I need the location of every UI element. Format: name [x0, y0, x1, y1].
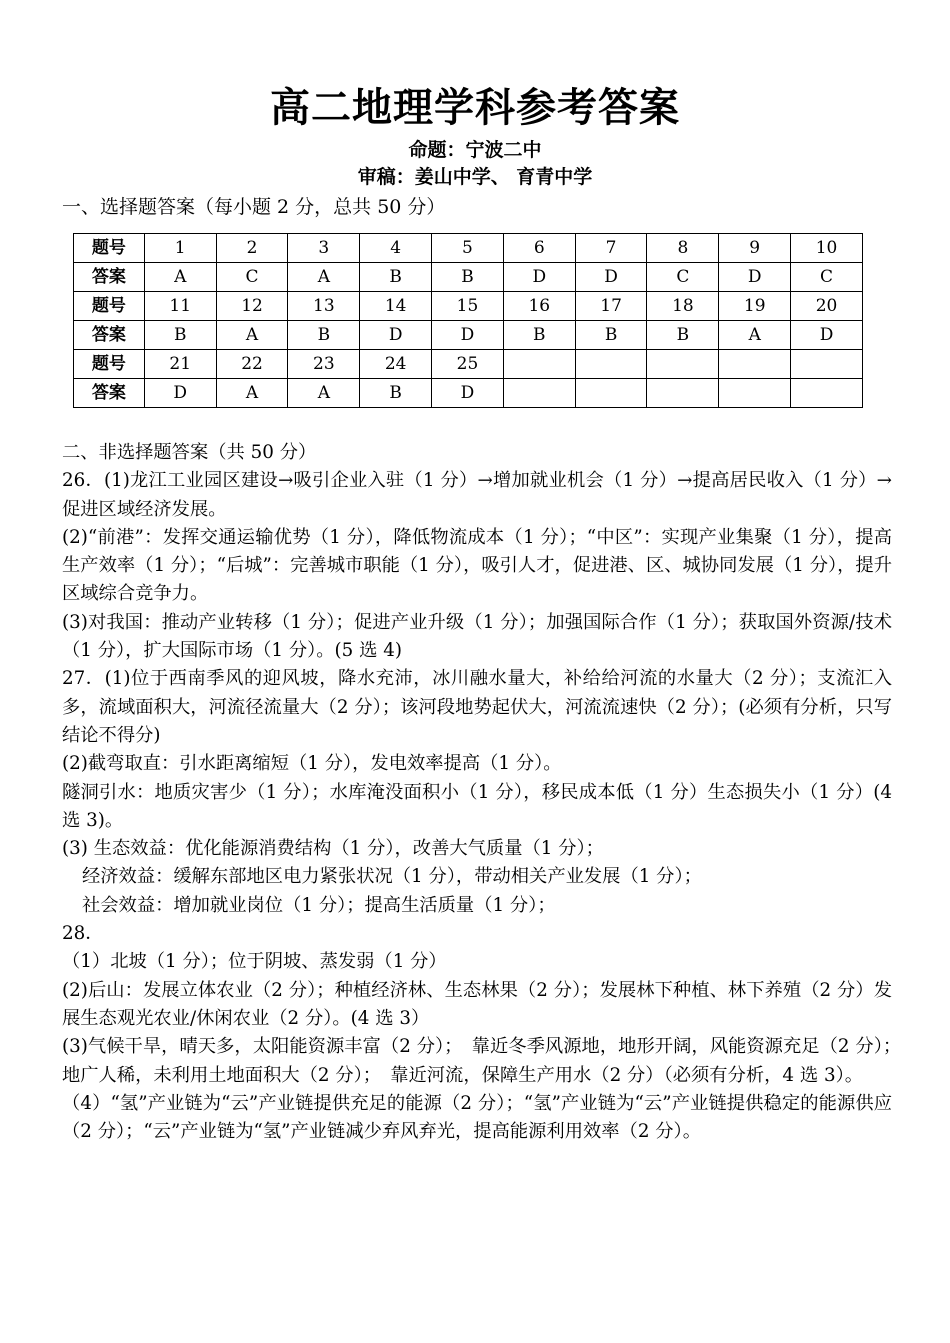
question-number-cell: 24 — [360, 350, 432, 379]
question-number-cell: 21 — [144, 350, 216, 379]
answer-cell: D — [144, 379, 216, 408]
answer-table — [73, 233, 863, 408]
answer-paragraph: 隧洞引水：地质灾害少（1 分）；水库淹没面积小（1 分），移民成本低（1 分）生态损失小（1 分）(4 选 3)。 — [62, 781, 892, 831]
answer-cell: C — [791, 263, 863, 292]
answer-cell: A — [719, 321, 791, 350]
empty-cell — [575, 379, 647, 408]
row-header: 答案 — [74, 379, 145, 408]
answer-paragraph: （1）北坡（1 分）；位于阴坡、蒸发弱（1 分） — [62, 951, 447, 973]
table-row-answer — [74, 321, 863, 350]
review-line: 审稿：姜山中学、 育青中学 — [357, 166, 593, 188]
answer-cell: A — [144, 263, 216, 292]
empty-cell — [503, 379, 575, 408]
empty-cell — [575, 350, 647, 379]
question-number-cell: 3 — [288, 234, 360, 263]
question-number-cell: 14 — [360, 292, 432, 321]
question-number-cell: 17 — [575, 292, 647, 321]
empty-cell — [647, 350, 719, 379]
empty-cell — [719, 350, 791, 379]
answer-paragraph: (2)截弯取直：引水距离缩短（1 分），发电效率提高（1 分）。 — [62, 753, 562, 775]
answer-cell: D — [791, 321, 863, 350]
question-number-cell: 20 — [791, 292, 863, 321]
answer-paragraph: （4）“氢”产业链为“云”产业链提供充足的能源（2 分）；“氢”产业链为“云”产业链提供稳定的能源供应（2 分）；“云”产业链为“氢”产业链减少弃风弃光，提高能源利用效率（2 分）。 — [62, 1092, 892, 1143]
empty-cell — [719, 379, 791, 408]
empty-cell — [647, 379, 719, 408]
answer-cell: D — [432, 379, 504, 408]
answer-cell: B — [503, 321, 575, 350]
row-header: 题号 — [74, 234, 145, 263]
question-number-cell: 16 — [503, 292, 575, 321]
answer-paragraph: 28． — [62, 923, 104, 945]
answer-paragraph: 社会效益：增加就业岗位（1 分）；提高生活质量（1 分）； — [82, 894, 556, 916]
answer-paragraph: (3) 生态效益：优化能源消费结构（1 分），改善大气质量（1 分）； — [62, 838, 604, 860]
page-title: 高二地理学科参考答案 — [270, 84, 680, 131]
question-number-cell: 19 — [719, 292, 791, 321]
answer-cell: B — [144, 321, 216, 350]
question-number-cell: 13 — [288, 292, 360, 321]
answer-cell: B — [432, 263, 504, 292]
answer-cell: D — [432, 321, 504, 350]
answer-body — [62, 439, 911, 1146]
answer-cell: B — [360, 263, 432, 292]
question-number-cell: 5 — [432, 234, 504, 263]
answer-cell: D — [360, 321, 432, 350]
answer-cell: D — [719, 263, 791, 292]
answer-cell: A — [216, 379, 288, 408]
question-number-cell: 12 — [216, 292, 288, 321]
answer-cell: B — [288, 321, 360, 350]
question-number-cell: 1 — [144, 234, 216, 263]
answer-paragraph: 经济效益：缓解东部地区电力紧张状况（1 分），带动相关产业发展（1 分）； — [82, 866, 702, 888]
answer-cell: A — [216, 321, 288, 350]
question-number-cell: 8 — [647, 234, 719, 263]
empty-cell — [791, 350, 863, 379]
answer-paragraph: 26．(1)龙江工业园区建设→吸引企业入驻（1 分）→增加就业机会（1 分）→提高居民收入（1 分）→促进区域经济发展。 — [62, 470, 892, 520]
answer-cell: C — [216, 263, 288, 292]
question-number-cell: 2 — [216, 234, 288, 263]
table-row-question — [74, 234, 863, 263]
section-heading-nonchoice: 二、非选择题答案（共 50 分） — [62, 442, 317, 463]
empty-cell — [791, 379, 863, 408]
question-number-cell: 9 — [719, 234, 791, 263]
section-heading-choice: 一、选择题答案（每小题 2 分，总共 50 分） — [62, 196, 446, 218]
proposition-line: 命题：宁波二中 — [408, 139, 542, 161]
question-number-cell: 4 — [360, 234, 432, 263]
answer-cell: A — [288, 379, 360, 408]
question-number-cell: 6 — [503, 234, 575, 263]
question-number-cell: 23 — [288, 350, 360, 379]
answer-paragraph: 27．(1)位于西南季风的迎风坡，降水充沛，冰川融水量大，补给给河流的水量大（2 分）；支流汇入多，流域面积大，河流径流量大（2 分）；该河段地势起伏大，河流流速快（2 分）；(必须有分析，只写结论不得分) — [62, 668, 892, 746]
answer-cell: C — [647, 263, 719, 292]
table-row-question — [74, 350, 863, 379]
question-number-cell: 25 — [432, 350, 504, 379]
answer-cell: D — [575, 263, 647, 292]
question-number-cell: 10 — [791, 234, 863, 263]
question-number-cell: 11 — [144, 292, 216, 321]
answer-cell: D — [503, 263, 575, 292]
answer-paragraph: (3)气候干旱，晴天多，太阳能资源丰富（2 分）； 靠近冬季风源地，地形开阔，风能资源充足（2 分）； 地广人稀，未利用土地面积大（2 分）； 靠近河流，保障生产用水（2 分）（必须有分析，4 选 3）。 — [62, 1036, 911, 1086]
answer-cell: B — [647, 321, 719, 350]
table-row-question — [74, 292, 863, 321]
answer-cell: B — [360, 379, 432, 408]
answer-cell: B — [575, 321, 647, 350]
row-header: 题号 — [74, 292, 145, 321]
table-row-answer — [74, 379, 863, 408]
row-header: 答案 — [74, 321, 145, 350]
table-row-answer — [74, 263, 863, 292]
question-number-cell: 22 — [216, 350, 288, 379]
empty-cell — [503, 350, 575, 379]
answer-paragraph: (2)后山：发展立体农业（2 分）；种植经济林、生态林果（2 分）；发展林下种植、林下养殖（2 分）发展生态观光农业/休闲农业（2 分）。(4 选 3） — [62, 979, 892, 1029]
question-number-cell: 15 — [432, 292, 504, 321]
row-header: 答案 — [74, 263, 145, 292]
answer-paragraph: (3)对我国：推动产业转移（1 分）；促进产业升级（1 分）；加强国际合作（1 分）；获取国外资源/技术（1 分），扩大国际市场（1 分）。(5 选 4) — [62, 611, 892, 662]
question-number-cell: 7 — [575, 234, 647, 263]
question-number-cell: 18 — [647, 292, 719, 321]
answer-paragraph: (2)“前港”：发挥交通运输优势（1 分），降低物流成本（1 分）；“中区”：实现产业集聚（1 分），提高生产效率（1 分）；“后城”：完善城市职能（1 分），吸引人才，促进港、区、城协同发展（1 分），提升区域综合竞争力。 — [62, 526, 892, 605]
answer-cell: A — [288, 263, 360, 292]
row-header: 题号 — [74, 350, 145, 379]
